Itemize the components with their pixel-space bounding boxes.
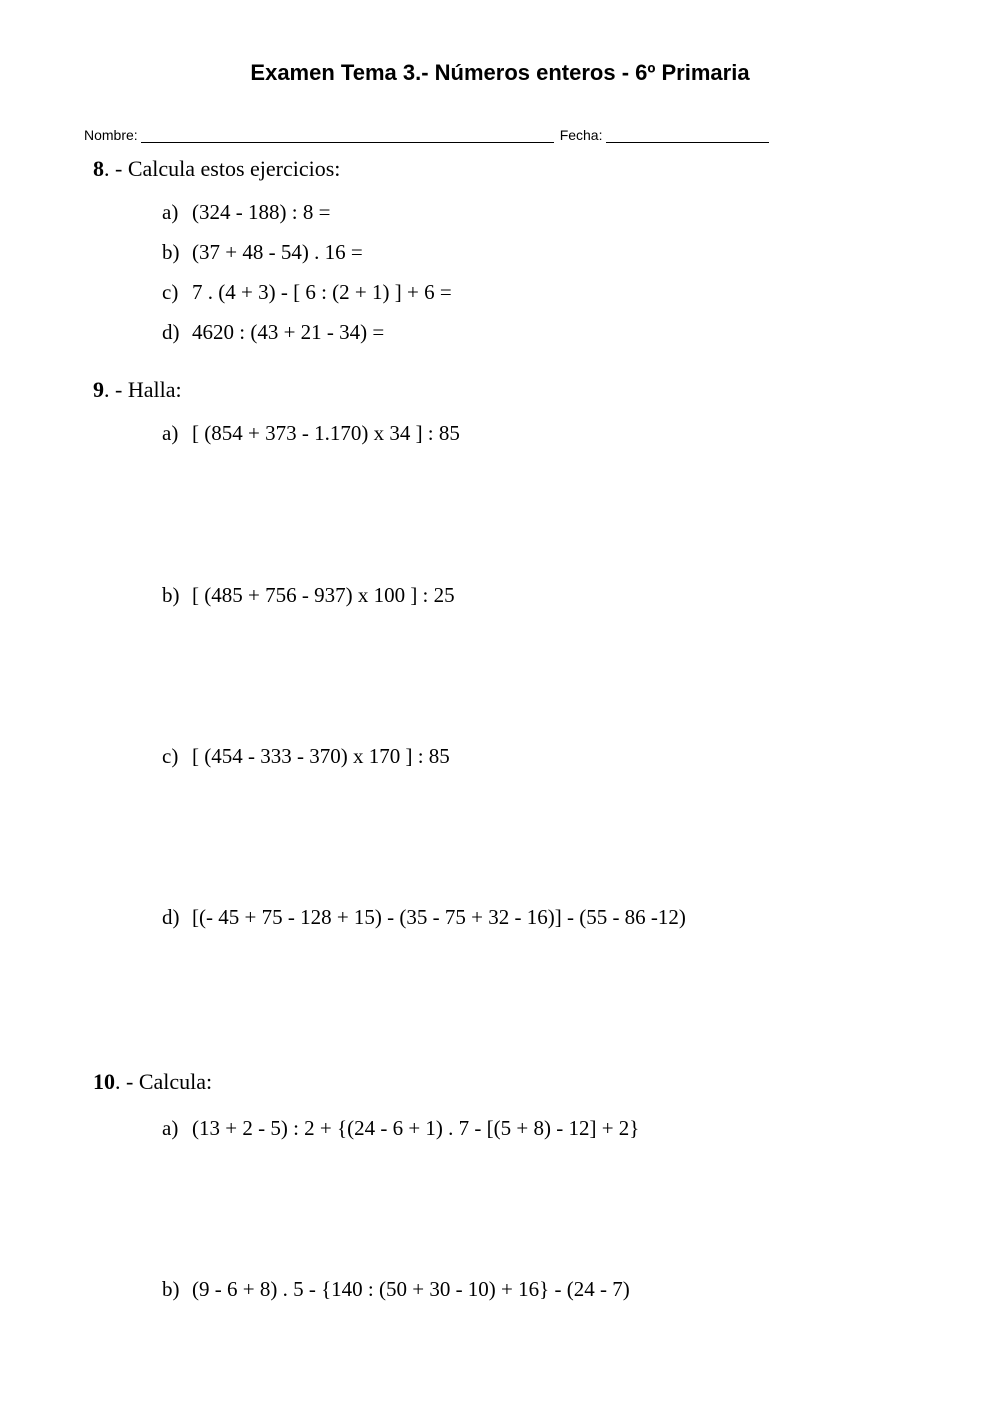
exercise-expression: (37 + 48 - 54) . 16 = bbox=[192, 240, 363, 264]
exercise-8c bbox=[162, 280, 452, 305]
exercise-label: c) bbox=[162, 280, 179, 304]
exercise-8a bbox=[162, 200, 330, 225]
exercise-9b bbox=[162, 583, 455, 608]
exercise-expression: 4620 : (43 + 21 - 34) = bbox=[192, 320, 385, 344]
section-number: 8 bbox=[93, 156, 104, 181]
exercise-expression: [(- 45 + 75 - 128 + 15) - (35 - 75 + 32 - 16)] - (55 - 86 -12) bbox=[192, 905, 686, 929]
nombre-label: Nombre: bbox=[84, 127, 138, 143]
exercise-expression: [ (454 - 333 - 370) x 170 ] : 85 bbox=[192, 744, 450, 768]
fecha-label: Fecha: bbox=[559, 127, 603, 143]
section-heading-text: . - Calcula estos ejercicios: bbox=[104, 156, 341, 181]
section-9-heading bbox=[93, 377, 182, 403]
exercise-label: b) bbox=[162, 240, 180, 264]
exercise-expression: [ (854 + 373 - 1.170) x 34 ] : 85 bbox=[192, 421, 460, 445]
exercise-8b bbox=[162, 240, 363, 265]
exercise-9c bbox=[162, 744, 450, 769]
exercise-expression: [ (485 + 756 - 937) x 100 ] : 25 bbox=[192, 583, 455, 607]
fecha-field[interactable] bbox=[606, 128, 769, 143]
section-heading-text: . - Halla: bbox=[104, 377, 182, 402]
exercise-expression: (9 - 6 + 8) . 5 - {140 : (50 + 30 - 10) + 16} - (24 - 7) bbox=[192, 1277, 630, 1301]
student-info-row bbox=[84, 127, 769, 143]
exercise-label: b) bbox=[162, 583, 180, 607]
exercise-label: a) bbox=[162, 421, 179, 445]
exercise-label: c) bbox=[162, 744, 179, 768]
exercise-label: d) bbox=[162, 320, 180, 344]
exercise-8d bbox=[162, 320, 384, 345]
nombre-field[interactable] bbox=[141, 128, 554, 143]
section-number: 9 bbox=[93, 377, 104, 402]
exercise-9d bbox=[162, 905, 686, 930]
exercise-label: b) bbox=[162, 1277, 180, 1301]
exercise-label: a) bbox=[162, 200, 179, 224]
section-number: 10 bbox=[93, 1069, 115, 1094]
exercise-10a bbox=[162, 1116, 639, 1141]
exam-title: Examen Tema 3.- Números enteros - 6º Primaria bbox=[250, 60, 750, 85]
section-8-heading bbox=[93, 156, 340, 182]
exercise-expression: 7 . (4 + 3) - [ 6 : (2 + 1) ] + 6 = bbox=[192, 280, 452, 304]
exercise-10b bbox=[162, 1277, 630, 1302]
exercise-label: a) bbox=[162, 1116, 179, 1140]
exercise-label: d) bbox=[162, 905, 180, 929]
section-heading-text: . - Calcula: bbox=[115, 1069, 213, 1094]
section-10-heading bbox=[93, 1069, 212, 1095]
exercise-expression: (13 + 2 - 5) : 2 + {(24 - 6 + 1) . 7 - [(5 + 8) - 12] + 2} bbox=[192, 1116, 640, 1140]
exercise-9a bbox=[162, 421, 460, 446]
exercise-expression: (324 - 188) : 8 = bbox=[192, 200, 331, 224]
